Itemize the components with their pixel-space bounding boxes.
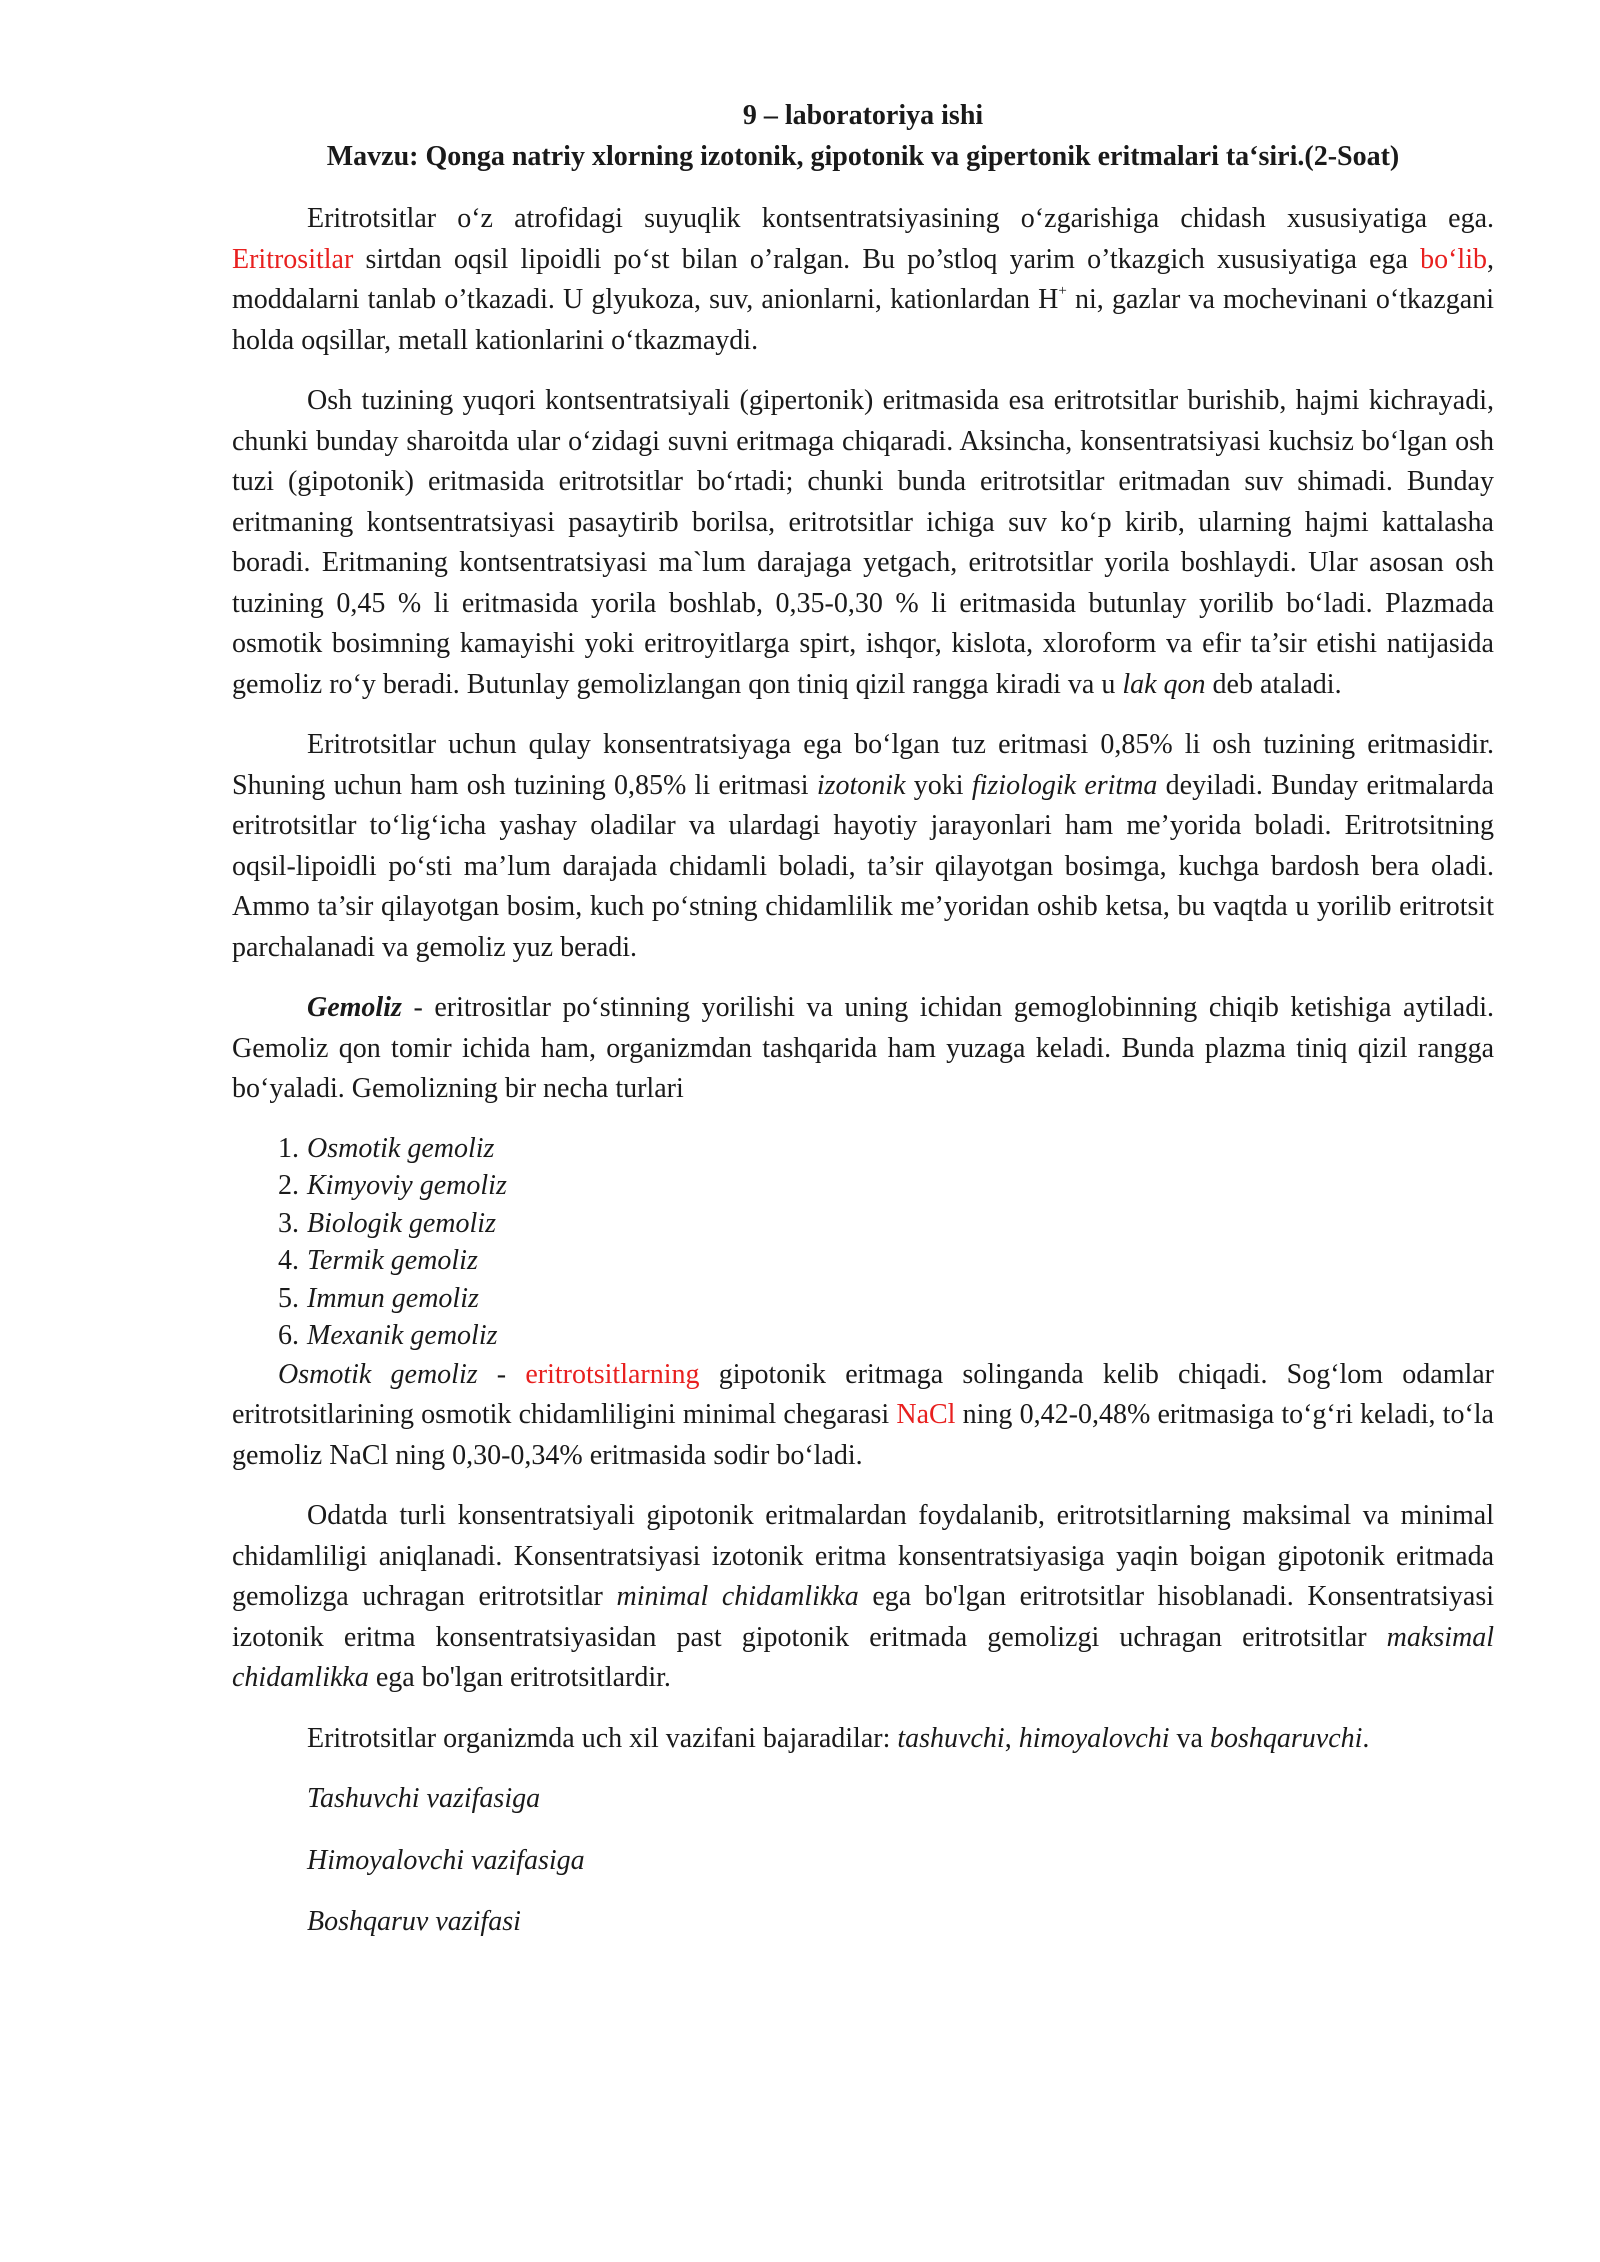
list-item	[278, 1280, 1494, 1318]
function-heading-protective: Himoyalovchi vazifasiga	[307, 1844, 585, 1876]
text-run: yoki	[905, 769, 972, 801]
text-run: ega bo'lgan eritrotsitlar hisoblanadi. Konsentratsiyasi izotonik eritma konsentratsiyasidan past gipotonik eritmada gemolizgi uchragan eritrotsitlar	[232, 1581, 1494, 1653]
list-number: 3.	[278, 1207, 299, 1239]
list-item	[278, 1130, 1494, 1168]
list-item-text: Immun gemoliz	[307, 1282, 479, 1314]
red-term-eritrotsitlarning: eritrotsitlarning	[525, 1358, 700, 1390]
text-run: Eritrotsitlar organizmda uch xil vazifani bajaradilar:	[307, 1722, 898, 1754]
text-run: sirtdan oqsil lipoidli po‘st bilan o’ralgan. Bu po’stloq yarim o’tkazgich xususiyatiga ega	[353, 243, 1421, 275]
paragraph-functions	[232, 1719, 1494, 1760]
list-item-text: Termik gemoliz	[307, 1245, 478, 1276]
italic-term-minimal-chidamlikka: minimal chidamlikka	[616, 1581, 859, 1612]
list-number: 1.	[278, 1132, 299, 1164]
document-page	[232, 96, 1494, 1964]
paragraph-isotonic	[232, 725, 1494, 968]
list-number: 4.	[278, 1245, 299, 1276]
text-run: -	[477, 1358, 526, 1390]
text-run: gipotonik eritmaga solinganda kelib chiqadi. Sog‘lom odamlar eritrotsitlarining osmotik chidamliligini minimal chegarasi	[232, 1358, 1495, 1430]
text-run: .	[1362, 1722, 1370, 1754]
italic-term-lak-qon: lak qon	[1122, 668, 1206, 700]
italic-term-himoyalovchi: himoyalovchi	[1018, 1722, 1170, 1754]
text-run: ega bo'lgan eritrotsitlardir.	[368, 1662, 671, 1693]
text-run: - eritrositlar po‘stinning yorilishi va uning ichidan gemoglobinning chiqib ketishiga aytiladi. Gemoliz qon tomir ichida ham, organizmdan tashqarida ham yuzaga keladi. Bunda plazma tiniq qizil rangga bo‘yaladi. Gemolizning bir necha turlari	[232, 992, 1494, 1104]
text-run: Eritrotsitlar o‘z atrofidagi suyuqlik kontsentratsiyasining o‘zgarishiga chidash xususiyatiga ega.	[307, 203, 1494, 234]
italic-term-izotonik: izotonik	[816, 769, 906, 801]
italic-term-fiziologik-eritma: fiziologik eritma	[971, 769, 1158, 801]
italic-term-osmotik-gemoliz: Osmotik gemoliz	[278, 1358, 478, 1390]
list-item	[278, 1242, 1494, 1280]
list-item	[278, 1317, 1494, 1355]
text-run: deyiladi. Bunday eritmalarda eritrotsitlar to‘lig‘icha yashay oladilar va ulardagi hayotiy jarayonlari ham me’yorida boladi. Eritrotsitning oqsil-lipoidli po‘sti ma’lum darajada chidamli boladi, ta’sir qilayotgan bosimga, kuchga bardosh bera oladi. Ammo ta’sir qilayotgan bosim, kuch po‘stning chidamlilik me’yoridan oshib ketsa, bu vaqtda u yorilib eritrotsit parchalanadi va gemoliz yuz beradi.	[232, 769, 1494, 963]
list-item-text: Biologik gemoliz	[307, 1207, 496, 1239]
lab-number-title: 9 – laboratoriya ishi	[742, 100, 984, 131]
text-run: ning 0,42-0,48% eritmasiga to‘g‘ri keladi, to‘la gemoliz NaCl ning 0,30-0,34% eritmasida sodir bo‘ladi.	[232, 1399, 1494, 1471]
function-heading-transport: Tashuvchi vazifasiga	[307, 1783, 541, 1814]
list-number: 6.	[278, 1320, 299, 1351]
paragraph-gemoliz-definition	[232, 988, 1494, 1110]
paragraph-osmotic-gemoliz	[232, 1355, 1494, 1477]
red-term-eritrositlar: Eritrositlar	[232, 243, 354, 275]
list-item	[278, 1167, 1494, 1205]
paragraph-hypertonic-hypotonic	[232, 381, 1494, 705]
bold-italic-term-gemoliz: Gemoliz	[307, 992, 402, 1023]
function-heading-regulatory: Boshqaruv vazifasi	[307, 1906, 521, 1937]
red-term-nacl: NaCl	[896, 1399, 956, 1430]
list-item	[278, 1205, 1494, 1243]
italic-term-boshqaruvchi: boshqaruvchi	[1209, 1722, 1363, 1754]
list-item-text: Kimyoviy gemoliz	[307, 1170, 507, 1201]
text-run: ,	[1004, 1722, 1019, 1754]
paragraph-resistance	[232, 1496, 1494, 1699]
list-number: 2.	[278, 1170, 299, 1201]
italic-term-maksimal-chidamlikka: maksimal chidamlikka	[232, 1621, 1494, 1693]
text-run: Osh tuzining yuqori kontsentratsiyali (gipertonik) eritmasida esa eritrotsitlar burishib, hajmi kichrayadi, chunki bunday sharoitda ular o‘zidagi suvni eritmaga chiqaradi. Aksincha, konsentratsiyasi kuchsiz bo‘lgan osh tuzi (gipotonik) eritmasida eritrotsitlar bo‘rtadi; chunki bunda eritrotsitlar eritmadan suv shimadi. Bunday eritmaning kontsentratsiyasi pasaytirib borilsa, eritrotsitlar ichiga suv ko‘p kirib, ularning hajmi kattalasha boradi. Eritmaning kontsentratsiyasi ma`lum darajaga yetgach, eritrotsitlar yorila boshlaydi. Ular asosan osh tuzining 0,45 % li eritmasida yorila boshlab, 0,35-0,30 % li eritmasida butunlay yorilib bo‘ladi. Plazmada osmotik bosimning kamayishi yoki eritroyitlarga spirt, ishqor, kislota, xloroform va efir ta’sir etishi natijasida gemoliz ro‘y beradi. Butunlay gemolizlangan qon tiniq qizil rangga kiradi va u	[232, 385, 1494, 700]
superscript-plus: +	[1058, 283, 1067, 299]
text-run: Odatda turli konsentratsiyali gipotonik eritmalardan foydalanib, eritrotsitlarning maksimal va minimal chidamliligi aniqlanadi. Konsentratsiyasi izotonik eritma konsentratsiyasiga yaqin boigan gipotonik eritmada gemolizga uchragan eritrotsitlar	[232, 1500, 1494, 1612]
text-run: ni, gazlar va mochevinani o‘tkazgani holda oqsillar, metall kationlarini o‘tkazmaydi.	[232, 284, 1494, 356]
text-run: , moddalarni tanlab o’tkazadi. U glyukoza, suv, anionlarni, kationlardan H	[232, 243, 1494, 315]
list-number: 5.	[278, 1282, 299, 1314]
text-run: deb ataladi.	[1205, 668, 1342, 700]
text-run: Eritrotsitlar uchun qulay konsentratsiyaga ega bo‘lgan tuz eritmasi 0,85% li osh tuzining eritmasidir. Shuning uchun ham osh tuzining 0,85% li eritmasi	[232, 729, 1494, 801]
red-term-bolib: bo‘lib	[1420, 243, 1487, 275]
topic-title: Mavzu: Qonga natriy xlorning izotonik, gipotonik va gipertonik eritmalari ta‘siri.(2-Soat)	[326, 140, 1400, 172]
gemoliz-types-list	[232, 1130, 1494, 1355]
text-run: va	[1169, 1722, 1210, 1754]
paragraph-erythrocyte-membrane	[232, 199, 1494, 361]
italic-term-tashuvchi: tashuvchi	[897, 1722, 1005, 1754]
list-item-text: Mexanik gemoliz	[307, 1320, 498, 1351]
list-item-text: Osmotik gemoliz	[307, 1132, 495, 1164]
